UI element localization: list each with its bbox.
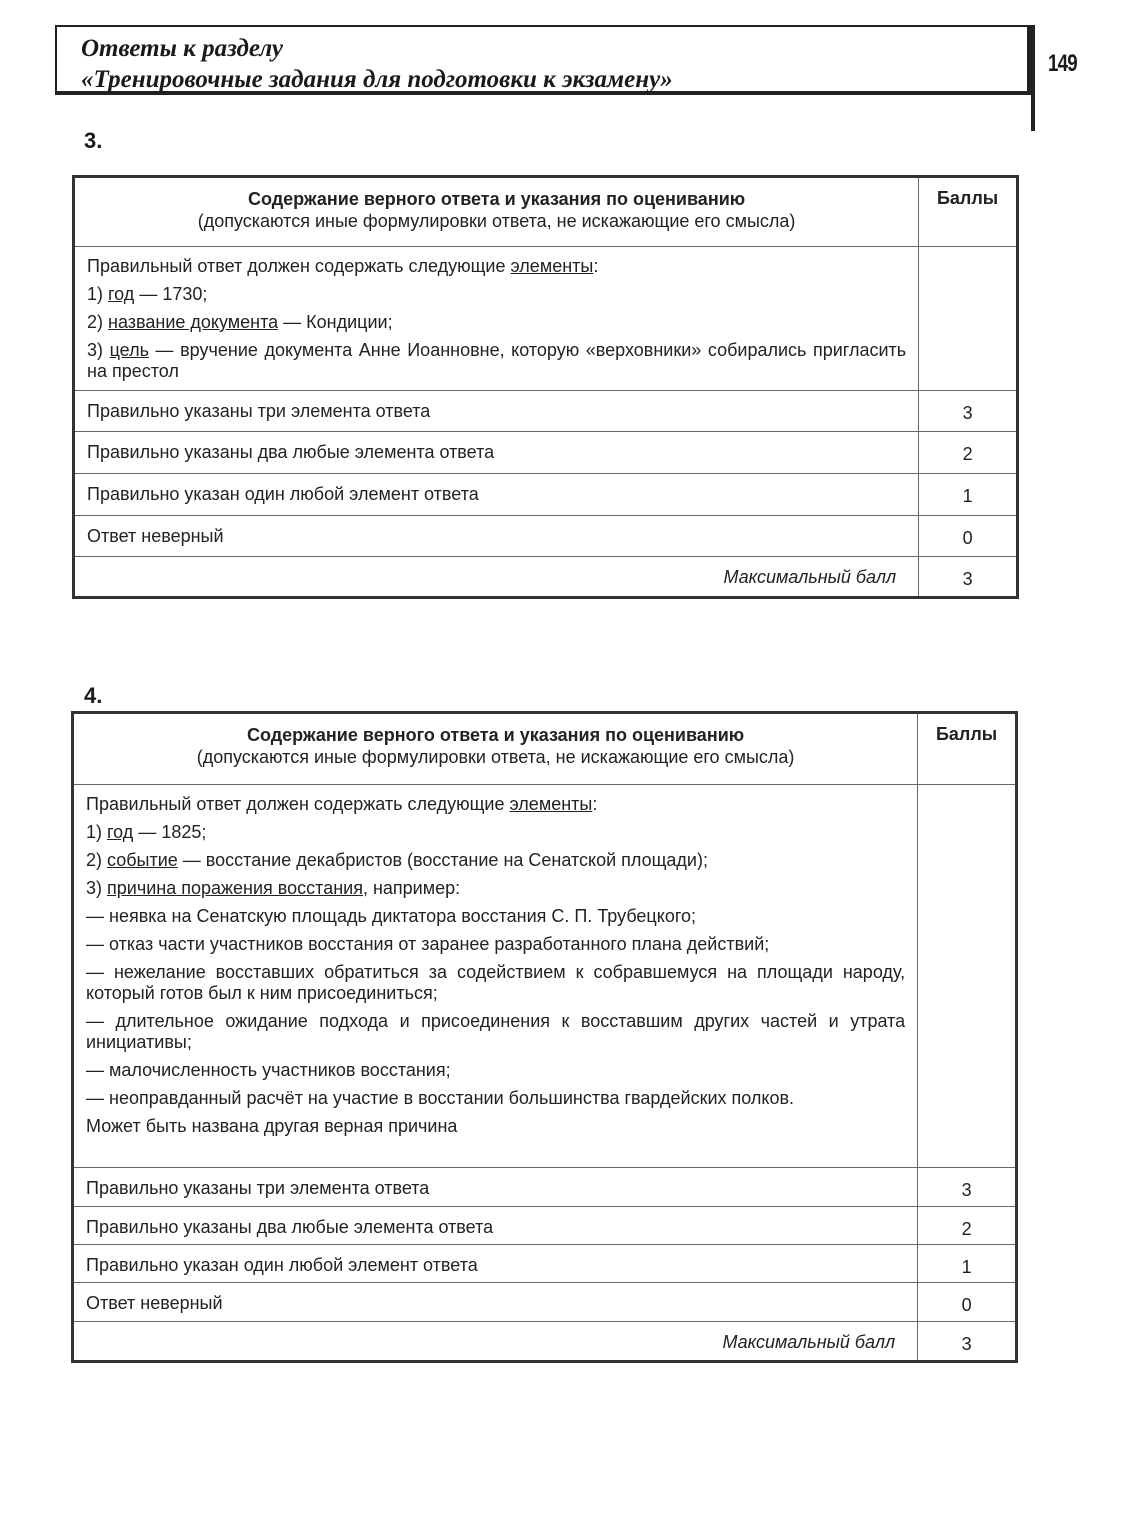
criteria-text: Ответ неверный (74, 516, 919, 557)
table-header-title: Содержание верного ответа и указания по оцениванию (247, 189, 746, 209)
section-header (55, 25, 1031, 95)
max-score-value: 3 (919, 557, 1018, 598)
answer-table-task-3 (72, 175, 1019, 599)
criteria-score: 2 (919, 432, 1018, 474)
task-number: 3. (84, 128, 103, 153)
answer-content (73, 785, 918, 1168)
page-number: 149 (1048, 50, 1077, 77)
criteria-text: Правильно указаны три элемента ответа (73, 1168, 918, 1207)
reason-item: — отказ части участников восстания от заранее разработанного плана действий; (86, 934, 770, 954)
table-header-subtitle: (допускаются иные формулировки ответа, не искажающие его смысла) (197, 211, 796, 231)
criteria-row (73, 1283, 1017, 1322)
max-score-label: Максимальный балл (74, 557, 919, 598)
criteria-score: 2 (918, 1207, 1017, 1245)
criteria-row (74, 516, 1018, 557)
table-header-subtitle: (допускаются иные формулировки ответа, не искажающие его смысла) (196, 747, 795, 767)
answer-content-row (73, 785, 1017, 1168)
empty-score-cell (918, 785, 1017, 1168)
answer-element: 3) причина поражения восстания, например: (86, 878, 461, 898)
answer-intro: Правильный ответ должен содержать следующие элементы: (87, 256, 599, 276)
answer-content-row (74, 247, 1018, 391)
criteria-row (74, 432, 1018, 474)
table-header-content (74, 177, 919, 247)
score-column-header: Баллы (918, 713, 1017, 785)
max-score-value: 3 (918, 1322, 1017, 1362)
criteria-row (73, 1207, 1017, 1245)
criteria-score: 3 (918, 1168, 1017, 1207)
reason-item: — малочисленность участников восстания; (86, 1060, 451, 1080)
closing-note: Может быть названа другая верная причина (86, 1116, 458, 1136)
table-header-content (73, 713, 918, 785)
max-score-row (74, 557, 1018, 598)
answer-element: 2) название документа — Кондиции; (87, 312, 393, 332)
answer-content (74, 247, 919, 391)
criteria-text: Ответ неверный (73, 1283, 918, 1322)
criteria-row (73, 1245, 1017, 1283)
criteria-text: Правильно указаны два любые элемента ответа (73, 1207, 918, 1245)
table-header-title: Содержание верного ответа и указания по оцениванию (246, 725, 745, 745)
criteria-row (73, 1168, 1017, 1207)
max-score-label: Максимальный балл (73, 1322, 918, 1362)
answer-element: 1) год — 1825; (86, 822, 207, 842)
table-header-row (74, 177, 1018, 247)
reason-item: — неоправданный расчёт на участие в восстании большинства гвардейских полков. (86, 1088, 795, 1108)
section-header-line-2: «Тренировочные задания для подготовки к экзамену» (81, 66, 673, 93)
criteria-row (74, 474, 1018, 516)
reason-item: — длительное ожидание подхода и присоединения к восставшим других частей и утрата инициативы; (86, 1011, 906, 1052)
criteria-text: Правильно указаны три элемента ответа (74, 391, 919, 432)
criteria-row (74, 391, 1018, 432)
criteria-text: Правильно указан один любой элемент ответа (73, 1245, 918, 1283)
section-header-line-1: Ответы к разделу (81, 35, 283, 62)
max-score-row (73, 1322, 1017, 1362)
answer-element: 3) цель — вручение документа Анне Иоанновне, которую «верховники» собирались пригласить на престол (87, 340, 907, 381)
reason-item: — неявка на Сенатскую площадь диктатора восстания С. П. Трубецкого; (86, 906, 697, 926)
answer-element: 1) год — 1730; (87, 284, 208, 304)
criteria-score: 1 (919, 474, 1018, 516)
criteria-score: 0 (919, 516, 1018, 557)
side-rule (1031, 25, 1035, 131)
criteria-text: Правильно указаны два любые элемента ответа (74, 432, 919, 474)
reason-item: — нежелание восставших обратиться за содействием к собравшемуся на площади народу, который готов был к ним присоединиться; (86, 962, 906, 1003)
answer-table-task-4 (71, 711, 1018, 1363)
task-number: 4. (84, 683, 103, 708)
answer-element: 2) событие — восстание декабристов (восстание на Сенатской площади); (86, 850, 708, 870)
answer-intro: Правильный ответ должен содержать следующие элементы: (86, 794, 598, 814)
score-column-header: Баллы (919, 177, 1018, 247)
criteria-score: 1 (918, 1245, 1017, 1283)
empty-score-cell (919, 247, 1018, 391)
criteria-score: 3 (919, 391, 1018, 432)
table-header-row (73, 713, 1017, 785)
criteria-text: Правильно указан один любой элемент ответа (74, 474, 919, 516)
criteria-score: 0 (918, 1283, 1017, 1322)
